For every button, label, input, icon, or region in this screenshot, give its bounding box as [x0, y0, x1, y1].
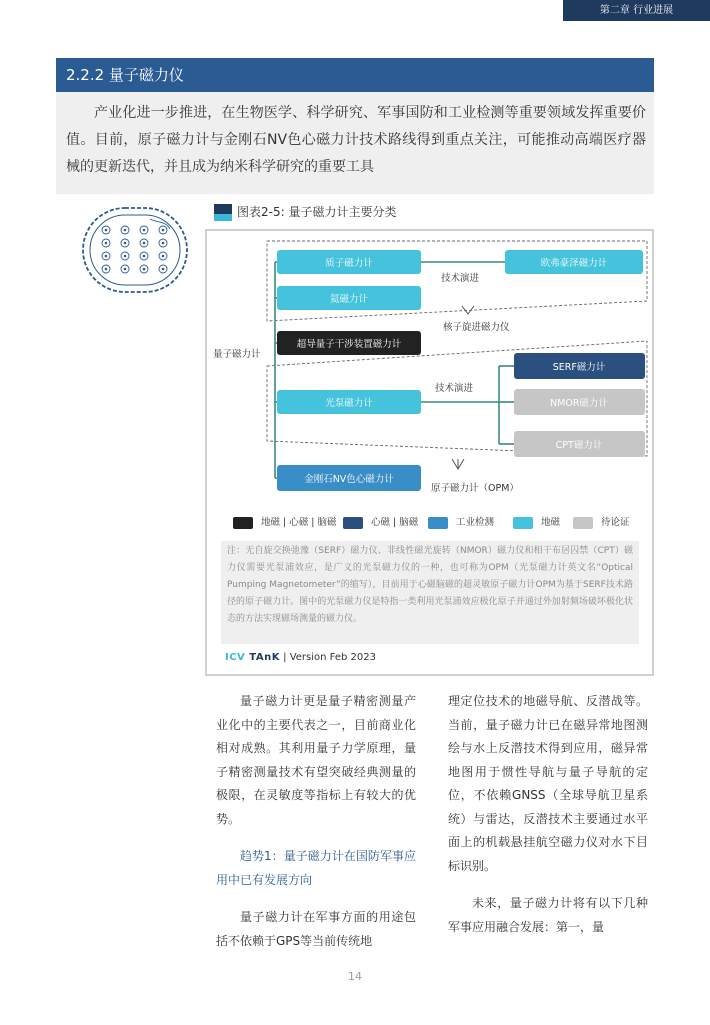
- legend-label: 工业检测: [456, 517, 495, 528]
- legend-swatch: [428, 517, 448, 529]
- node-nmor-label: NMOR磁力计: [550, 398, 608, 409]
- page-number: 14: [348, 970, 362, 983]
- legend-label: 地磁: [541, 517, 561, 528]
- node-overhauser-label: 欧弗豪泽磁力计: [540, 258, 608, 269]
- body-column-right: [448, 690, 648, 939]
- tech-evo-label-2: 技术演进: [435, 383, 474, 394]
- legend-item: [428, 516, 494, 532]
- node-squid-label: 超导量子干涉装置磁力计: [296, 339, 402, 350]
- brand-logo-prefix: ICV: [225, 652, 246, 663]
- down-arrow-icon: [452, 459, 464, 469]
- body-column-left: [216, 690, 416, 953]
- brand-logo: [225, 652, 280, 663]
- legend-item: [573, 516, 630, 532]
- legend-label: 待论证: [601, 517, 630, 528]
- classification-diagram: [207, 231, 652, 516]
- figure-marker-icon: [214, 204, 232, 221]
- node-cpt-label: CPT磁力计: [555, 440, 603, 451]
- chapter-header-tab: 第二章 行业进展: [563, 0, 710, 21]
- trend-heading: 趋势1：量子磁力计在国防军事应用中已有发展方向: [216, 849, 416, 887]
- legend-label: 地磁 | 心磁 | 脑磁: [261, 517, 337, 528]
- node-optical-pump-label: 光泵磁力计: [325, 398, 373, 409]
- paragraph: 未来，量子磁力计将有以下几种军事应用融合发展：第一，量: [448, 896, 648, 934]
- paragraph: 量子磁力计更是量子精密测量产业化中的主要代表之一，目前商业化相对成熟。其利用量子力学原理，量子精密测量技术有望突破经典测量的极限，在灵敏度等指标上有较大的优势。: [216, 694, 416, 826]
- legend-item: [343, 516, 418, 532]
- brand-line: [225, 652, 376, 663]
- paragraph: 量子磁力计在军事方面的用途包括不依赖于GPS等当前传统地: [216, 910, 416, 948]
- brand-logo-name: TAnK: [249, 652, 280, 663]
- version-label: | Version Feb 2023: [283, 652, 376, 663]
- legend-label: 心磁 | 脑磁: [371, 517, 419, 528]
- figure-title: 图表2-5: 量子磁力计主要分类: [237, 205, 397, 219]
- node-helium-label: 氦磁力计: [329, 294, 369, 305]
- node-proton-label: 质子磁力计: [325, 258, 373, 269]
- tech-evo-label-1: 技术演进: [441, 273, 480, 284]
- node-serf-label: SERF磁力计: [552, 362, 606, 373]
- nuclear-group-label: 核子旋进磁力仪: [443, 322, 510, 333]
- figure-note: 注：无自旋交换弛豫（SERF）磁力仪、非线性磁光旋转（NMOR）磁力仪和相干布居囚禁（CPT）磁力仪需要光泵浦效应，是广义的光泵磁力仪的一种，也可称为OPM（光泵磁力计英文名“Optical Pumping Magnetometer”的缩写），目前用于心磁脑磁的超灵敏原子磁力计OPM为基于SERF技术路径的原子磁力计。图中的光泵磁力仪是特指一类利用光泵浦效应极化原子并通过外加射频场破坏极化状态的方法实现磁场测量的磁力仪。: [221, 541, 639, 644]
- legend-swatch: [513, 517, 533, 529]
- legend-swatch: [343, 517, 363, 529]
- legend-item: [233, 516, 336, 532]
- legend-swatch: [233, 517, 253, 529]
- legend-item: [513, 516, 560, 532]
- decorative-illustration: [80, 205, 190, 295]
- section-intro: 产业化进一步推进，在生物医学、科学研究、军事国防和工业检测等重要领域发挥重要价值。目前，原子磁力计与金刚石NV色心磁力计技术路线得到重点关注，可能推动高端医疗器械的更新迭代，并且成为纳米科学研究的重要工具: [56, 92, 654, 194]
- figure-frame: [205, 229, 654, 676]
- atomic-group-label: 原子磁力计（OPM）: [431, 483, 519, 494]
- node-nv-label: 金刚石NV色心磁力计: [304, 474, 394, 485]
- legend-swatch: [573, 517, 593, 529]
- root-label: 量子磁力计: [213, 349, 261, 360]
- section-title: 2.2.2 量子磁力仪: [56, 58, 654, 92]
- paragraph: 理定位技术的地磁导航、反潜战等。当前，量子磁力计已在磁异常地图测绘与水上反潜技术得到应用，磁异常地图用于惯性导航与量子导航的定位，不依赖GNSS（全球导航卫星系统）与雷达，反潜技术主要通过水平面上的机载悬挂航空磁力仪对水下目标识别。: [448, 694, 648, 873]
